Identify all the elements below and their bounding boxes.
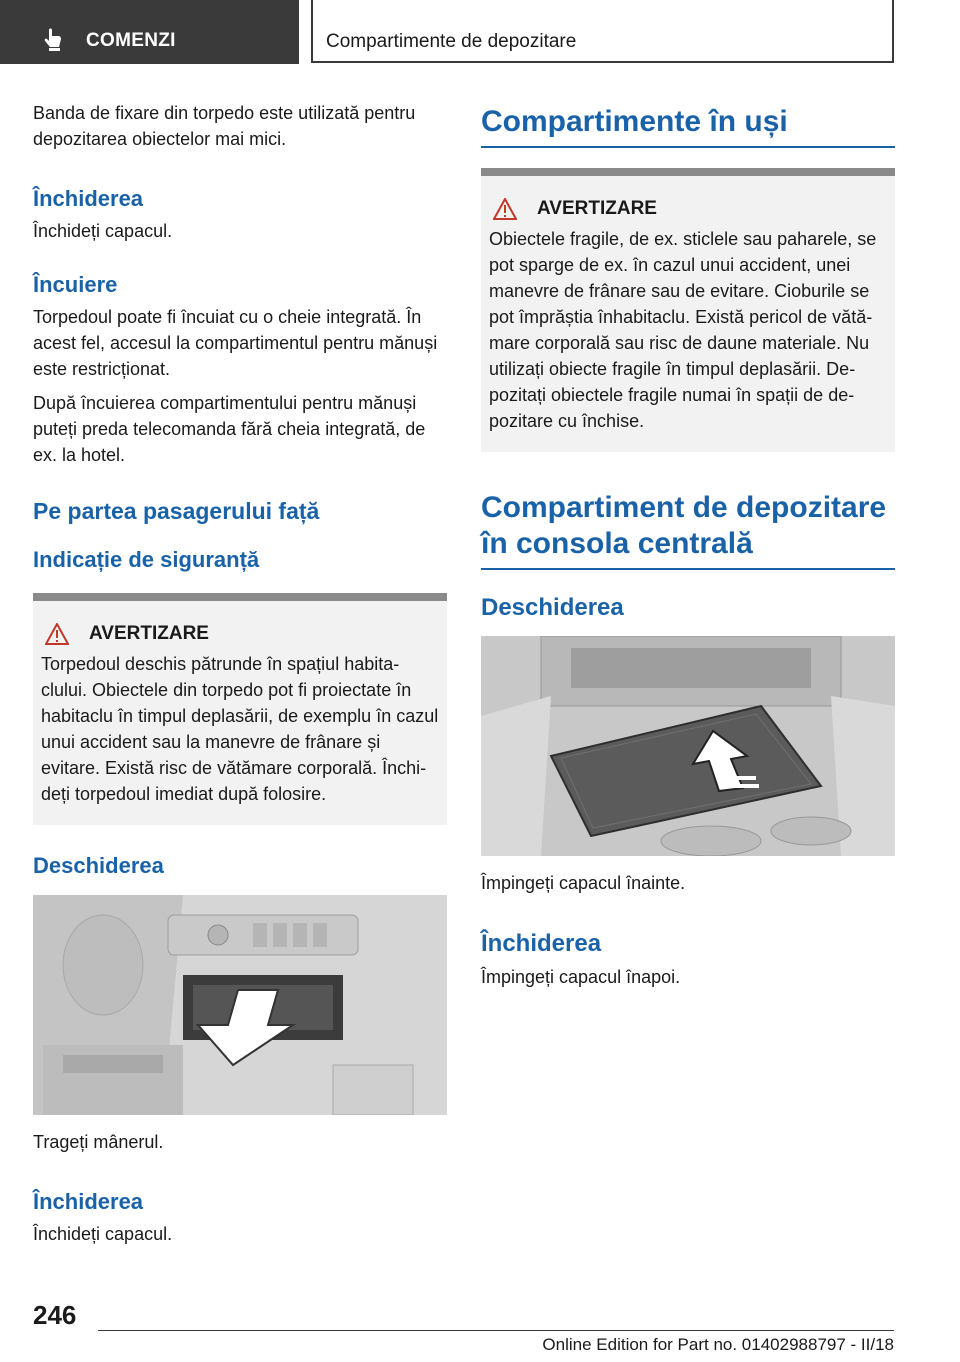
warning-box-2 bbox=[481, 168, 895, 452]
left-column bbox=[33, 100, 447, 1247]
closing-heading-2: Închiderea bbox=[33, 1189, 144, 1214]
opening-caption: Trageți mânerul. bbox=[33, 1132, 164, 1152]
header-section-bar bbox=[0, 0, 299, 64]
console-closing-text: Împingeți capacul înapoi. bbox=[481, 967, 681, 987]
footer-divider bbox=[98, 1330, 894, 1331]
warning-text-2: Obiectele fragile, de ex. sticlele sau paharele, se pot sparge de ex. în cazul unui accident, unei manevre de frânare sau de evitare. Cioburile se pot împrăștia înhabitaclu. Există pericol de vătămare corporală sau risc de daune materiale. Nu utilizați obiecte fragile în timpul deplasării. Depozitați obiectele fragile numai în spații de depozitare cu închise. bbox=[489, 229, 877, 431]
passenger-heading: Pe partea pasagerului față bbox=[33, 498, 320, 524]
console-closing-heading: Închiderea bbox=[481, 930, 602, 957]
console-opening-caption: Împingeți capacul înainte. bbox=[481, 873, 686, 893]
closing-text: Închideți capacul. bbox=[33, 221, 173, 241]
console-heading: Compartiment de depozitare în consola centrală bbox=[481, 490, 895, 570]
warning-title: AVERTIZARE bbox=[89, 623, 209, 644]
opening-heading-2: Deschiderea bbox=[481, 594, 624, 621]
locking-heading: Încuiere bbox=[33, 272, 118, 297]
hand-pointer-icon bbox=[40, 28, 64, 52]
closing-text-2: Închideți capacul. bbox=[33, 1224, 173, 1244]
locking-paragraph-2: După încuierea compartimentului pentru mănuși puteți preda telecomanda fără cheia integrată, de ex. la hotel. bbox=[33, 393, 426, 465]
safety-heading: Indicație de siguranță bbox=[33, 547, 260, 572]
page-number: 246 bbox=[33, 1300, 77, 1330]
closing-heading: Închiderea bbox=[33, 186, 144, 211]
doors-heading: Compartimente în uși bbox=[481, 104, 895, 148]
right-column bbox=[481, 104, 895, 990]
section-label: COMENZI bbox=[86, 30, 176, 51]
glovebox-figure bbox=[33, 895, 447, 1115]
footer-edition: Online Edition for Part no. 01402988797 - II/18 bbox=[542, 1335, 894, 1354]
warning-triangle-icon bbox=[45, 623, 69, 645]
console-figure bbox=[481, 636, 895, 856]
page-title: Compartimente de depozitare bbox=[326, 31, 577, 52]
opening-heading: Deschiderea bbox=[33, 853, 164, 878]
locking-paragraph-1: Torpedoul poate fi încuiat cu o cheie integrată. În acest fel, accesul la compartimentul pentru mănuși este restricționat. bbox=[33, 307, 438, 379]
warning-triangle-icon bbox=[493, 198, 517, 220]
warning-box bbox=[33, 593, 447, 825]
intro-text: Banda de fixare din torpedo este utilizată pentru depozitarea obiectelor mai mici. bbox=[33, 103, 416, 149]
warning-title-2: AVERTIZARE bbox=[537, 198, 657, 219]
warning-text: Torpedoul deschis pătrunde în spațiul habitaclului. Obiectele din torpedo pot fi proiectate în habitaclu în timpul deplasării, de exemplu în cazul unui accident sau la manevre de frânare și evitare. Există risc de vătămare corporală. Închideți torpedoul imediat după folosire. bbox=[41, 654, 439, 804]
